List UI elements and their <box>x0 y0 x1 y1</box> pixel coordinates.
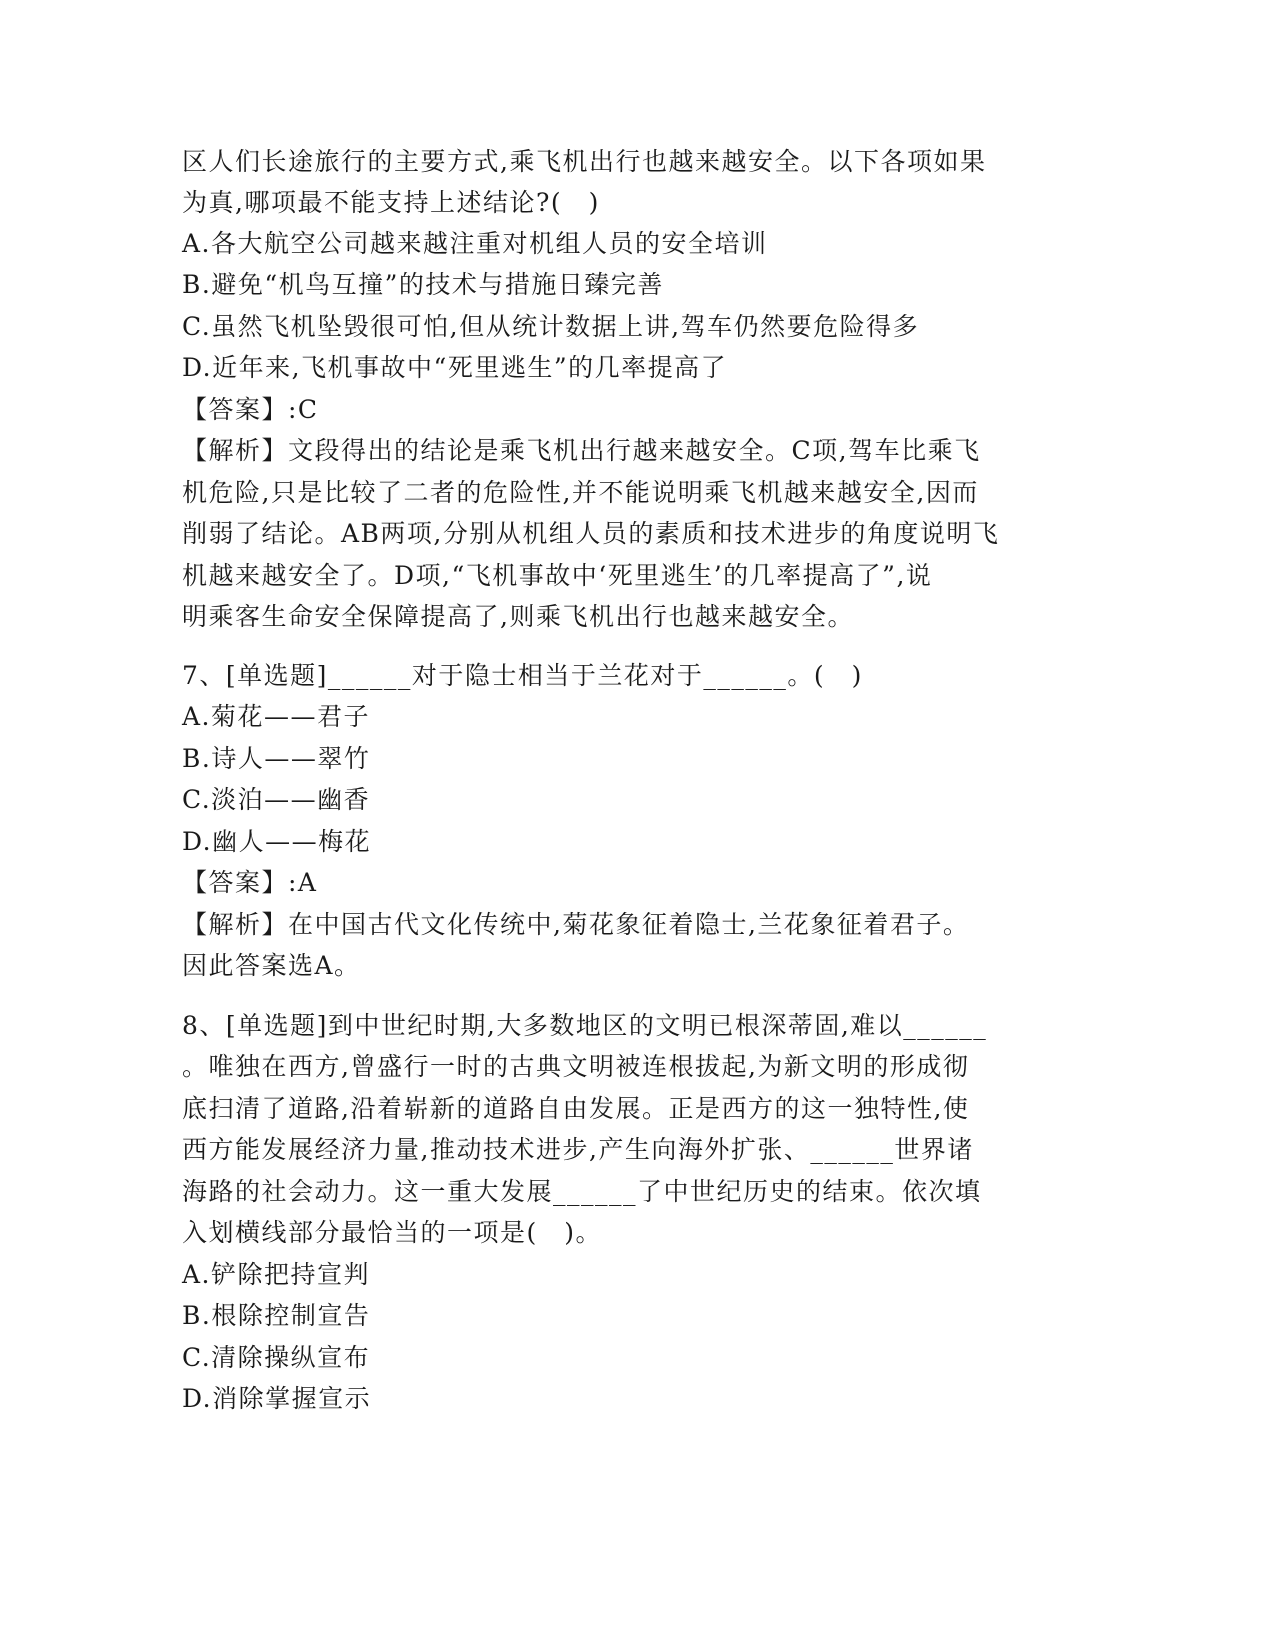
q6-analysis-line-5: 明乘客生命安全保障提高了,则乘飞机出行也越来越安全。 <box>182 602 854 631</box>
q6-option-a: A.各大航空公司越来越注重对机组人员的安全培训 <box>182 229 768 258</box>
q8-option-b: B.根除控制宣告 <box>182 1301 371 1330</box>
q8-option-a: A.铲除把持宣判 <box>182 1260 371 1289</box>
q6-analysis-line-2: 机危险,只是比较了二者的危险性,并不能说明乘飞机越来越安全,因而 <box>182 478 979 507</box>
q8-stem-line-4: 西方能发展经济力量,推动技术进步,产生向海外扩张、______世界诸 <box>182 1135 974 1164</box>
q7-option-c: C.淡泊——幽香 <box>182 785 371 814</box>
q7-stem: 7、[单选题]______对于隐士相当于兰花对于______。( ) <box>182 661 863 690</box>
q8-stem-line-3: 底扫清了道路,沿着崭新的道路自由发展。正是西方的这一独特性,使 <box>182 1094 970 1123</box>
q6-analysis-line-3: 削弱了结论。AB两项,分别从机组人员的素质和技术进步的角度说明飞 <box>182 519 1000 548</box>
q6-option-b: B.避免“机鸟互撞”的技术与措施日臻完善 <box>182 270 664 299</box>
q6-analysis-line-4: 机越来越安全了。D项,“飞机事故中‘死里逃生’的几率提高了”,说 <box>182 561 933 590</box>
q6-option-d: D.近年来,飞机事故中“死里逃生”的几率提高了 <box>182 353 728 382</box>
q8-option-d: D.消除掌握宣示 <box>182 1384 372 1413</box>
q6-option-c: C.虽然飞机坠毁很可怕,但从统计数据上讲,驾车仍然要危险得多 <box>182 312 920 341</box>
q7-analysis-line-1: 【解析】在中国古代文化传统中,菊花象征着隐士,兰花象征着君子。 <box>182 910 970 939</box>
q7-analysis-line-2: 因此答案选A。 <box>182 951 361 980</box>
q6-answer: 【答案】:C <box>182 395 319 424</box>
q7-option-a: A.菊花——君子 <box>182 702 371 731</box>
q6-stem-line-2: 为真,哪项最不能支持上述结论?( ) <box>182 188 600 217</box>
q8-option-c: C.清除操纵宣布 <box>182 1343 371 1372</box>
q7-answer: 【答案】:A <box>182 868 318 897</box>
q6-analysis-line-1: 【解析】文段得出的结论是乘飞机出行越来越安全。C项,驾车比乘飞 <box>182 436 981 465</box>
q8-stem-line-2: 。唯独在西方,曾盛行一时的古典文明被连根拔起,为新文明的形成彻 <box>182 1052 970 1081</box>
q7-option-b: B.诗人——翠竹 <box>182 744 371 773</box>
q8-stem-line-1: 8、[单选题]到中世纪时期,大多数地区的文明已根深蒂固,难以______ <box>182 1011 988 1040</box>
q8-stem-line-6: 入划横线部分最恰当的一项是( )。 <box>182 1218 603 1247</box>
q7-option-d: D.幽人——梅花 <box>182 827 372 856</box>
q6-stem-line-1: 区人们长途旅行的主要方式,乘飞机出行也越来越安全。以下各项如果 <box>182 147 987 176</box>
q8-stem-line-5: 海路的社会动力。这一重大发展______了中世纪历史的结束。依次填 <box>182 1177 982 1206</box>
